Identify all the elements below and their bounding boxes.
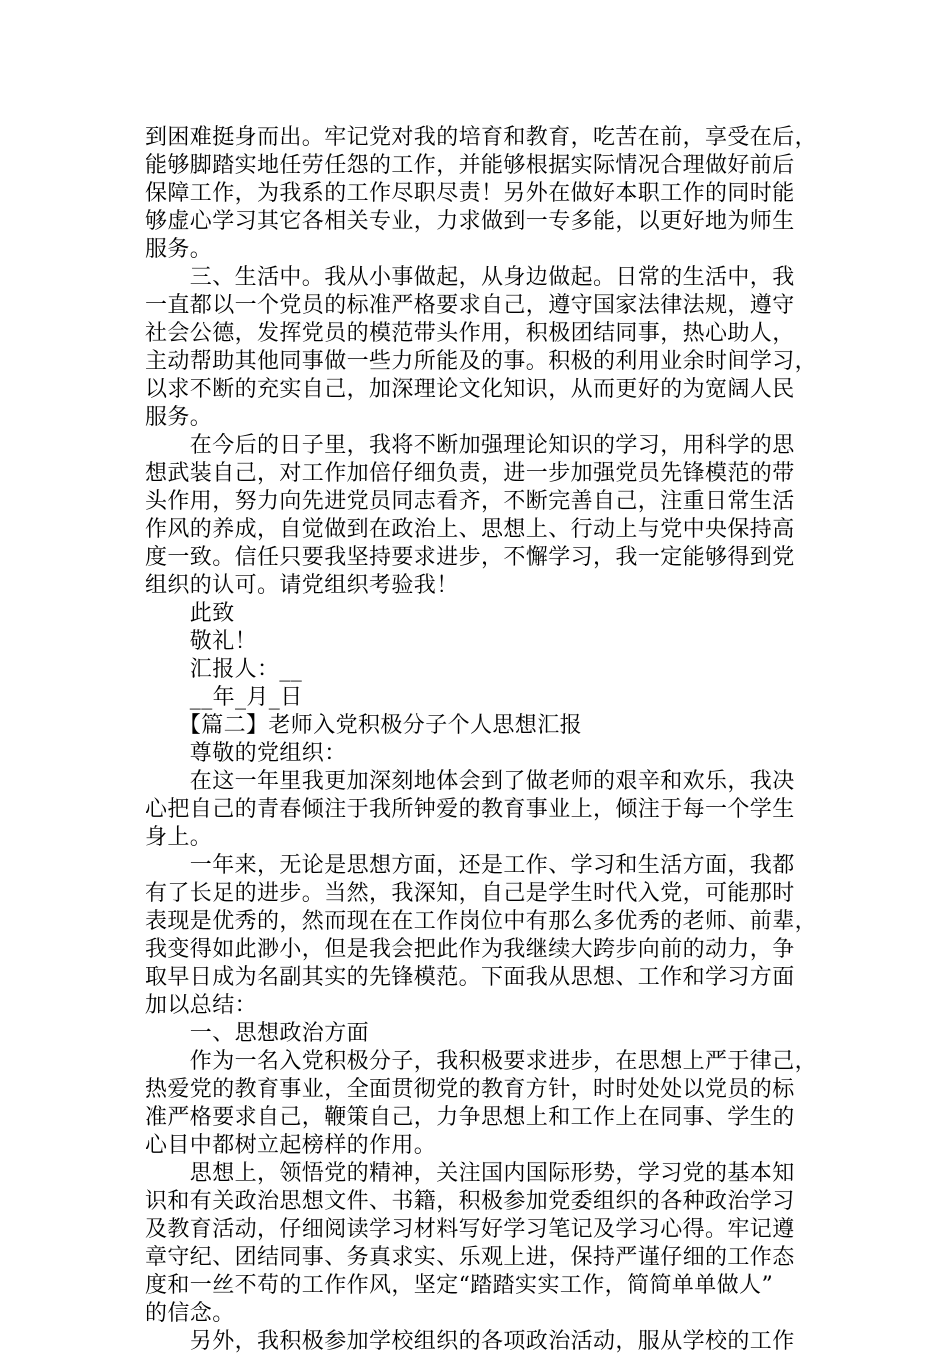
text-line: 社会公德，发挥党员的模范带头作用，积极团结同事，热心助人， xyxy=(145,321,795,346)
text-line: 组织的认可。请党组织考验我！ xyxy=(145,573,459,598)
text-line: 服务。 xyxy=(145,237,213,262)
text-line: 有了长足的进步。当然，我深知，自己是学生时代入党，可能那时 xyxy=(145,881,795,906)
text-line: 头作用，努力向先进党员同志看齐，不断完善自己，注重日常生活 xyxy=(145,489,795,514)
text-line: 以求不断的充实自己，加深理论文化知识，从而更好的为宽阔人民 xyxy=(145,377,795,402)
text-line: 在今后的日子里，我将不断加强理论知识的学习，用科学的思 xyxy=(145,433,795,458)
text-line: 够虚心学习其它各相关专业，力求做到一专多能，以更好地为师生 xyxy=(145,209,795,234)
text-line: 一、思想政治方面 xyxy=(145,1021,370,1046)
text-line: 保障工作，为我系的工作尽职尽责！另外在做好本职工作的同时能 xyxy=(145,181,795,206)
text-line: 取早日成为名副其实的先锋模范。下面我从思想、工作和学习方面 xyxy=(145,965,795,990)
text-line: 加以总结： xyxy=(145,993,258,1018)
text-line: 度和一丝不苟的工作作风，坚定“踏踏实实工作，简简单单做人” xyxy=(145,1273,774,1298)
text-line: 能够脚踏实地任劳任怨的工作，并能够根据实际情况合理做好前后 xyxy=(145,153,795,178)
text-line: 度一致。信任只要我坚持要求进步，不懈学习，我一定能够得到党 xyxy=(145,545,795,570)
text-line: 心目中都树立起榜样的作用。 xyxy=(145,1133,437,1158)
text-line: 到困难挺身而出。牢记党对我的培育和教育，吃苦在前，享受在后， xyxy=(145,125,818,150)
text-line: 尊敬的党组织： xyxy=(145,741,347,766)
text-line: 热爱党的教育事业，全面贯彻党的教育方针，时时处处以党员的标 xyxy=(145,1077,795,1102)
text-line: 及教育活动，仔细阅读学习材料写好学习笔记及学习心得。牢记遵 xyxy=(145,1217,795,1242)
text-line: 作风的养成，自觉做到在政治上、思想上、行动上与党中央保持高 xyxy=(145,517,795,542)
text-line: __年_月_日 xyxy=(145,685,303,710)
text-line: 此致 xyxy=(145,601,235,626)
text-line: 准严格要求自己，鞭策自己，力争思想上和工作上在同事、学生的 xyxy=(145,1105,795,1130)
text-line: 三、生活中。我从小事做起，从身边做起。日常的生活中，我 xyxy=(145,265,795,290)
text-line: 思想上，领悟党的精神，关注国内国际形势，学习党的基本知 xyxy=(145,1161,795,1186)
text-line: 一直都以一个党员的标准严格要求自己，遵守国家法律法规，遵守 xyxy=(145,293,795,318)
text-line: 的信念。 xyxy=(145,1301,235,1326)
text-line: 另外，我积极参加学校组织的各项政治活动，服从学校的工作 xyxy=(145,1329,795,1354)
text-line: 主动帮助其他同事做一些力所能及的事。积极的利用业余时间学习， xyxy=(145,349,818,374)
text-line: 作为一名入党积极分子，我积极要求进步，在思想上严于律己， xyxy=(145,1049,818,1074)
section-heading: 【篇二】老师入党积极分子个人思想汇报 xyxy=(145,713,583,738)
text-line: 想武装自己，对工作加倍仔细负责，进一步加强党员先锋模范的带 xyxy=(145,461,795,486)
text-line: 一年来，无论是思想方面，还是工作、学习和生活方面，我都 xyxy=(145,853,795,878)
text-line: 心把自己的青春倾注于我所钟爱的教育事业上，倾注于每一个学生 xyxy=(145,797,795,822)
text-line: 汇报人：__ xyxy=(145,657,303,682)
text-line: 我变得如此渺小，但是我会把此作为我继续大跨步向前的动力，争 xyxy=(145,937,795,962)
text-line: 敬礼！ xyxy=(145,629,258,654)
text-line: 表现是优秀的，然而现在在工作岗位中有那么多优秀的老师、前辈， xyxy=(145,909,818,934)
text-line: 章守纪、团结同事、务真求实、乐观上进，保持严谨仔细的工作态 xyxy=(145,1245,795,1270)
text-line: 身上。 xyxy=(145,825,213,850)
text-line: 识和有关政治思想文件、书籍，积极参加党委组织的各种政治学习 xyxy=(145,1189,795,1214)
text-line: 服务。 xyxy=(145,405,213,430)
text-line: 在这一年里我更加深刻地体会到了做老师的艰辛和欢乐，我决 xyxy=(145,769,795,794)
